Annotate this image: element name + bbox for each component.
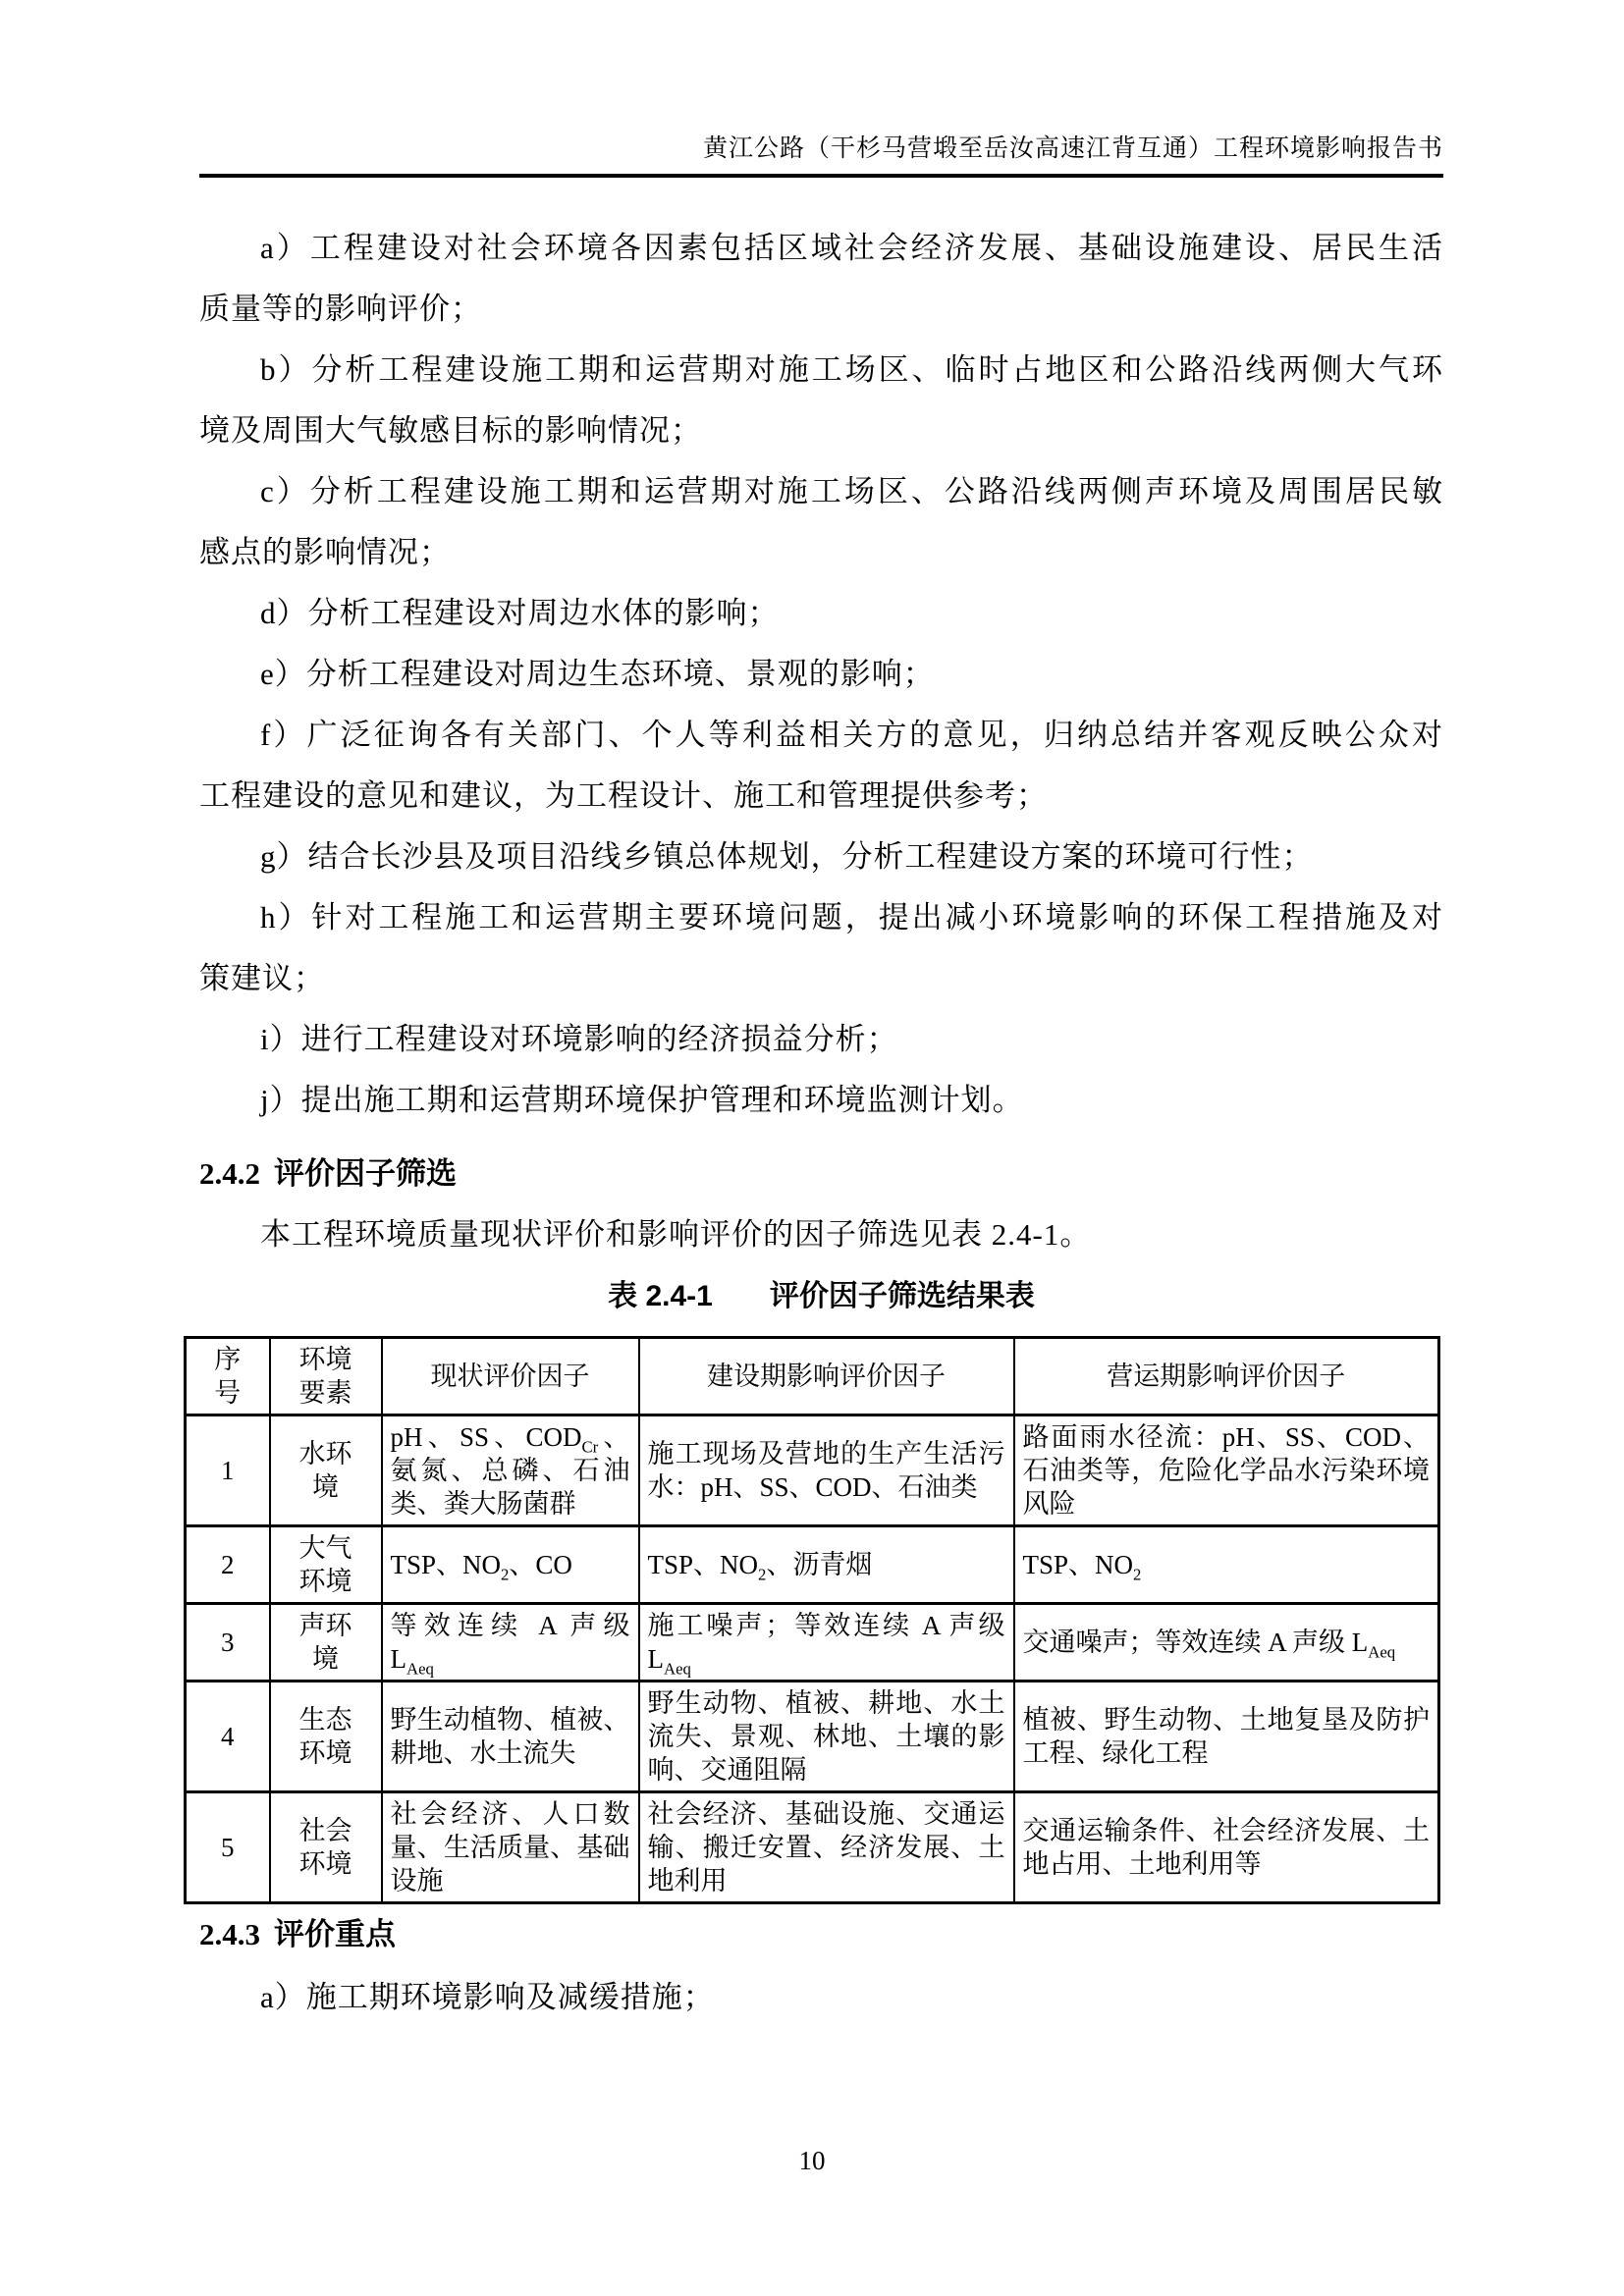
body-line-a2: 质量等的影响评价； [199, 292, 482, 326]
page-number: 10 [798, 2146, 826, 2175]
section-number: 2.4.3 [199, 1917, 260, 1951]
cell-no: 2 [186, 1526, 270, 1604]
section-title: 评价因子筛选 [274, 1156, 457, 1191]
cell-element: 水环境 [270, 1415, 382, 1526]
table-row [186, 1792, 1439, 1903]
table-row [186, 1526, 1439, 1604]
cell-construction: 社会经济、基础设施、交通运输、搬迁安置、经济发展、土地利用 [639, 1792, 1014, 1903]
factor-screening-table [184, 1336, 1440, 1904]
section-242-intro: 本工程环境质量现状评价和影响评价的因子筛选见表 2.4-1。 [260, 1217, 1092, 1252]
cell-current: 等效连续 A 声级 $L_{Aeq}$ [382, 1604, 639, 1682]
section-number: 2.4.2 [199, 1156, 260, 1191]
cell-no: 3 [186, 1604, 270, 1682]
cell-current: 野生动植物、植被、耕地、水土流失 [382, 1682, 639, 1792]
body-line-i: i）进行工程建设对环境影响的经济损益分析； [260, 1022, 898, 1056]
table-caption [199, 1269, 1443, 1324]
cell-current: 社会经济、人口数量、生活质量、基础设施 [382, 1792, 639, 1903]
cell-no: 5 [186, 1792, 270, 1903]
section-heading-242 [199, 1144, 1443, 1204]
cell-operation: 植被、野生动物、土地复垦及防护工程、绿化工程 [1014, 1682, 1439, 1792]
col-header-current: 现状评价因子 [382, 1338, 639, 1415]
cell-element: 声环境 [270, 1604, 382, 1682]
table-row [186, 1604, 1439, 1682]
body-line-f: f）广泛征询各有关部门、个人等利益相关方的意见，归纳总结并客观反映公众对 [260, 718, 1443, 752]
body-content [199, 218, 1443, 2028]
section-243-item-a: a）施工期环境影响及减缓措施； [260, 1980, 715, 2014]
section-title: 评价重点 [274, 1917, 396, 1951]
col-header-element: 环境要素 [270, 1338, 382, 1415]
cell-element: 大气环境 [270, 1526, 382, 1604]
body-line-d: d）分析工程建设对周边水体的影响； [260, 596, 780, 630]
body-line-c2: 感点的影响情况； [199, 535, 451, 569]
col-header-no: 序号 [186, 1338, 270, 1415]
page-footer [0, 2146, 1624, 2176]
body-line-g: g）结合长沙县及项目沿线乡镇总体规划，分析工程建设方案的环境可行性； [260, 839, 1314, 874]
body-line-f2: 工程建设的意见和建议，为工程设计、施工和管理提供参考； [199, 778, 1048, 813]
body-line-h: h）针对工程施工和运营期主要环境问题，提出减小环境影响的环保工程措施及对 [260, 900, 1443, 934]
cell-current: pH、SS、$COD_{Cr}$、氨氮、总磷、石油类、粪大肠菌群 [382, 1415, 639, 1526]
body-line-a: a）工程建设对社会环境各因素包括区域社会经济发展、基础设施建设、居民生活 [260, 231, 1443, 265]
body-line-b: b）分析工程建设施工期和运营期对施工场区、临时占地区和公路沿线两侧大气环 [260, 352, 1443, 387]
cell-operation: 路面雨水径流：pH、SS、COD、石油类等，危险化学品水污染环境风险 [1014, 1415, 1439, 1526]
cell-construction: 野生动物、植被、耕地、水土流失、景观、林地、土壤的影响、交通阻隔 [639, 1682, 1014, 1792]
header-rule [199, 174, 1443, 178]
body-line-c: c）分析工程建设施工期和运营期对施工场区、公路沿线两侧声环境及周围居民敏 [260, 474, 1443, 508]
table-caption-title: 评价因子筛选结果表 [769, 1280, 1035, 1312]
col-header-operation: 营运期影响评价因子 [1014, 1338, 1439, 1415]
cell-no: 1 [186, 1415, 270, 1526]
section-heading-243 [199, 1904, 1443, 1965]
table-row [186, 1682, 1439, 1792]
cell-element: 社会环境 [270, 1792, 382, 1903]
cell-operation: TSP、$NO_2$ [1014, 1526, 1439, 1604]
body-line-j: j）提出施工期和运营期环境保护管理和环境监测计划。 [260, 1083, 1024, 1117]
table-header-row [186, 1338, 1439, 1415]
cell-current: TSP、$NO_2$、CO [382, 1526, 639, 1604]
report-title: 黄江公路（干杉马营塅至岳汝高速江背互通）工程环境影响报告书 [702, 135, 1443, 162]
cell-construction: TSP、$NO_2$、沥青烟 [639, 1526, 1014, 1604]
cell-element: 生态环境 [270, 1682, 382, 1792]
col-header-construction: 建设期影响评价因子 [639, 1338, 1014, 1415]
cell-operation: 交通运输条件、社会经济发展、土地占用、土地利用等 [1014, 1792, 1439, 1903]
body-line-h2: 策建议； [199, 961, 325, 995]
cell-operation: 交通噪声；等效连续 A 声级 $L_{Aeq}$ [1014, 1604, 1439, 1682]
cell-no: 4 [186, 1682, 270, 1792]
body-line-e: e）分析工程建设对周边生态环境、景观的影响； [260, 657, 935, 691]
table-body [186, 1415, 1439, 1903]
cell-construction: 施工噪声；等效连续 A 声级 $L_{Aeq}$ [639, 1604, 1014, 1682]
cell-construction: 施工现场及营地的生产生活污水：pH、SS、COD、石油类 [639, 1415, 1014, 1526]
table-caption-label: 表 2.4-1 [608, 1280, 713, 1312]
body-line-b2: 境及周围大气敏感目标的影响情况； [199, 413, 702, 448]
page-header [199, 136, 1443, 178]
table-row [186, 1415, 1439, 1526]
